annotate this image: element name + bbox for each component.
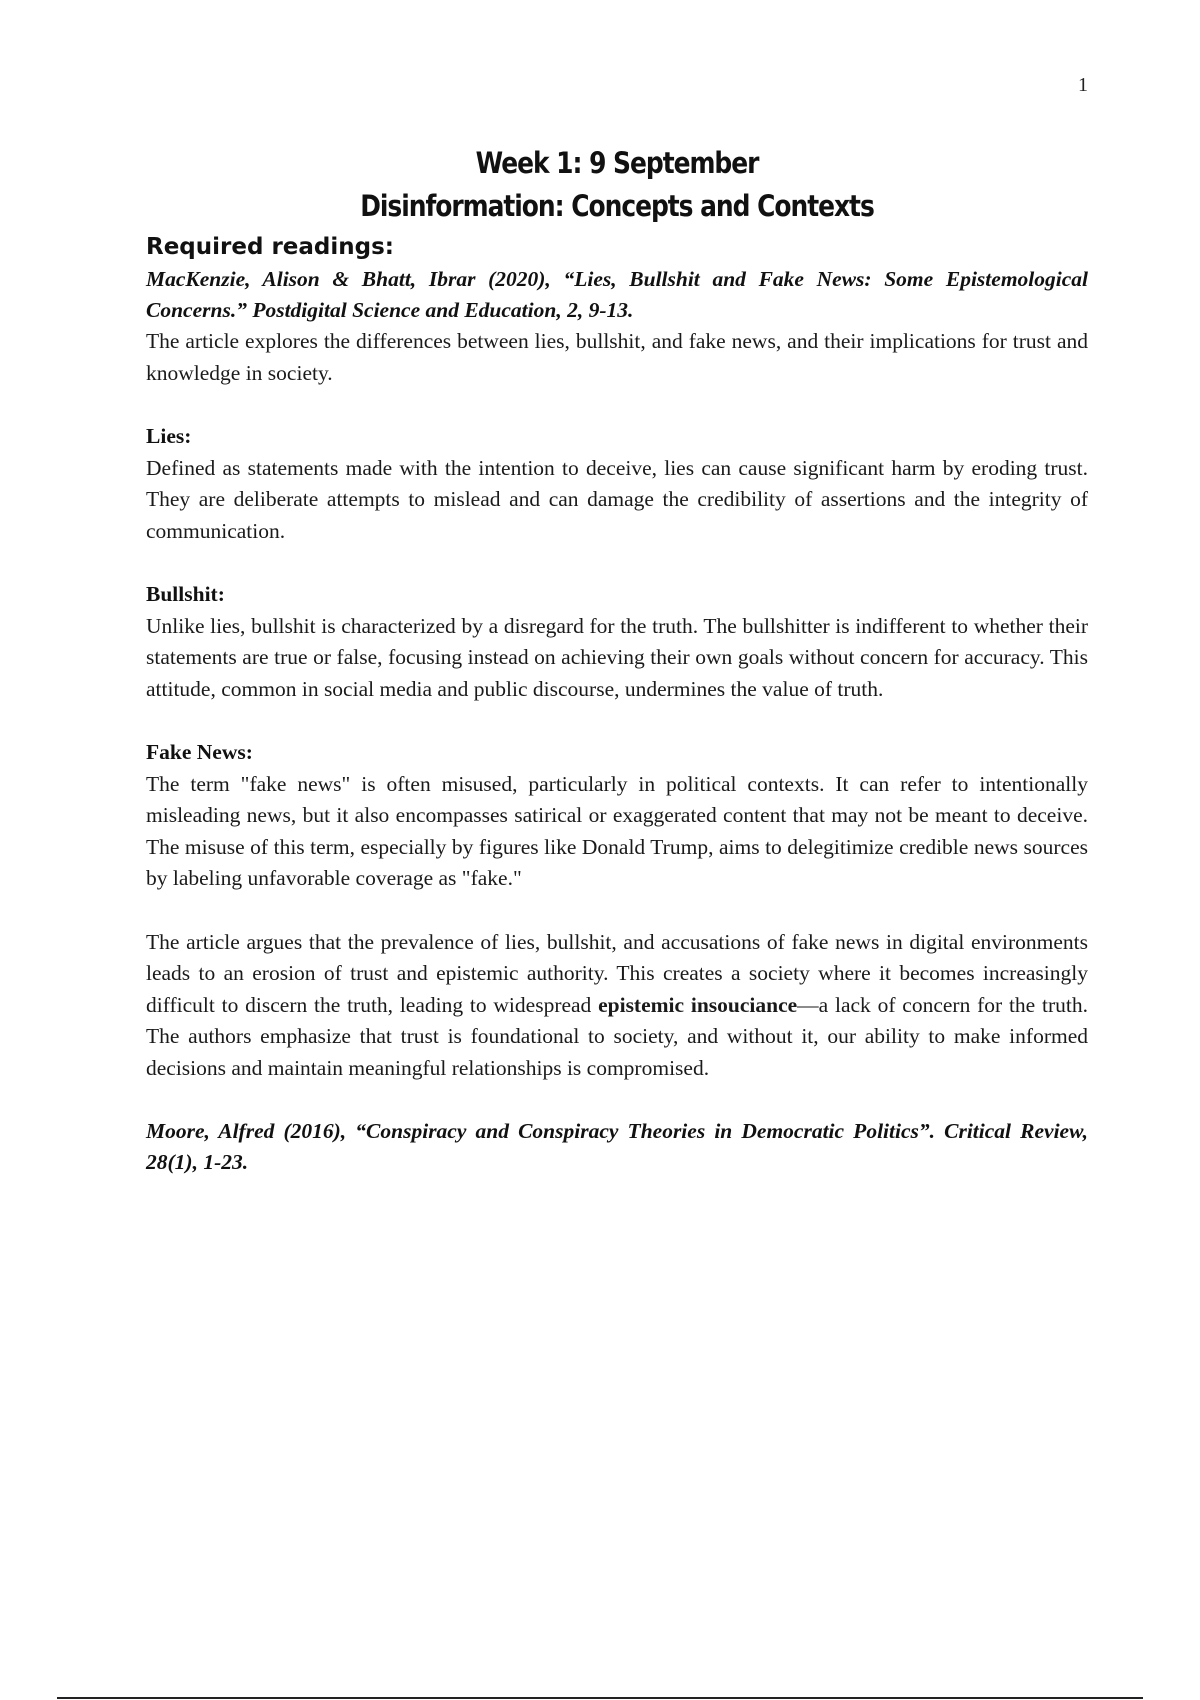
bottom-rule [57, 1697, 1143, 1699]
reading-summary-mackenzie: The article explores the differences between lies, bullshit, and fake news, and their implications for trust and knowledge in society. [146, 329, 1088, 385]
conclusion-text-end: —a lack of concern for the truth. The authors emphasize that trust is foundational to society, and without it, our ability to make informed decisions and maintain meaningful relationships is compromised. [146, 992, 1088, 1080]
page-number: 1 [1078, 74, 1088, 96]
section-body-lies: Defined as statements made with the intention to deceive, lies can cause significant harm by eroding trust. They are deliberate attempts to mislead and can damage the credibility of assertions and the integrity of communication. [146, 455, 1088, 543]
section-heading-bullshit: Bullshit: [146, 582, 225, 606]
title-line-week: Week 1: 9 September [475, 146, 759, 180]
conclusion-text-start: The article argues that the prevalence of lies, bullshit, and accusations of fake news in digital environments leads to an erosion of trust and epistemic authority. This creates a society where it becomes increasingly difficult to discern the truth, leading to widespread [146, 929, 1088, 1017]
document-body [146, 142, 1088, 1178]
conclusion-paragraph [146, 927, 1088, 1085]
reading-citation-mackenzie: MacKenzie, Alison & Bhatt, Ibrar (2020), “Lies, Bullshit and Fake News: Some Epistemological Concerns.” Postdigital Science and Education, 2, 9-13. [146, 267, 1088, 322]
section-body-bullshit: Unlike lies, bullshit is characterized by a disregard for the truth. The bullshitter is indifferent to whether their statements are true or false, focusing instead on achieving their own goals without concern for accuracy. This attitude, common in social media and public discourse, undermines the value of truth. [146, 613, 1088, 701]
section-body-fake-news: The term "fake news" is often misused, particularly in political contexts. It can refer to intentionally misleading news, but it also encompasses satirical or exaggerated content that may not be meant to deceive. The misuse of this term, especially by figures like Donald Trump, aims to delegitimize credible news sources by labeling unfavorable coverage as "fake." [146, 771, 1088, 890]
section-heading-lies: Lies: [146, 424, 192, 448]
required-readings-heading: Required readings: [146, 234, 394, 260]
reading-citation-moore: Moore, Alfred (2016), “Conspiracy and Conspiracy Theories in Democratic Politics”. Critical Review, 28(1), 1-23. [146, 1119, 1088, 1174]
section-heading-fake-news: Fake News: [146, 740, 253, 764]
title-line-topic: Disinformation: Concepts and Contexts [360, 189, 874, 223]
bold-term-epistemic-insouciance: epistemic insouciance [598, 992, 798, 1017]
